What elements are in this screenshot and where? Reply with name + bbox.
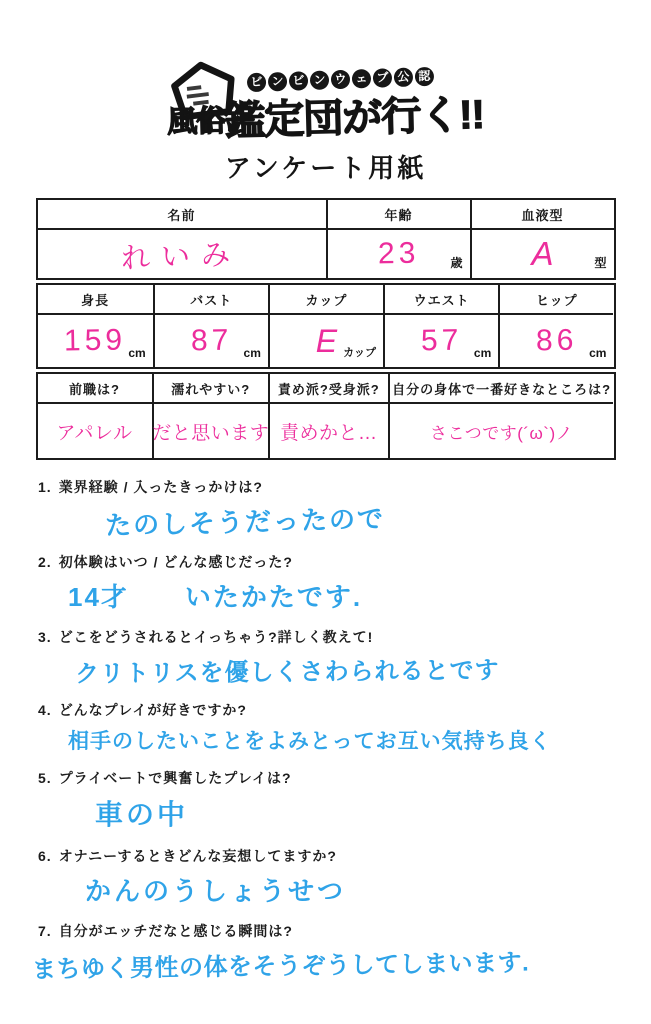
badge-character: ェ (352, 69, 372, 89)
hip-value-cell (498, 315, 613, 367)
badge-character: ビ (289, 71, 309, 91)
cup-value: E (315, 322, 338, 359)
question-label: 4. どんなプレイが好きですか? (38, 702, 247, 718)
question-answer: 相手のしたいことをよみとってお互い気持ち良く (68, 730, 552, 753)
question-block-7 (31, 921, 623, 984)
attacker-receiver-value-cell (268, 404, 388, 458)
header (0, 0, 651, 185)
favorite-body-part-value: さこつです(´ω`)ノ (430, 423, 574, 443)
badge-character: ブ (373, 68, 393, 88)
logo-prefix: 風俗 (166, 104, 226, 140)
questions-section (0, 460, 651, 984)
height-value: 159 (63, 323, 127, 358)
name-value: れいみ (121, 238, 243, 275)
cup-label: カップ (268, 285, 383, 315)
attacker-receiver-value: 責めかと… (280, 422, 378, 444)
question-block-4 (38, 700, 623, 755)
cup-value-cell (268, 315, 383, 367)
hip-label: ヒップ (498, 285, 613, 315)
attacker-receiver-label: 責め派?受身派? (268, 374, 388, 404)
name-label: 名前 (38, 200, 326, 230)
question-block-3 (38, 627, 623, 687)
question-answer: 14才 いたかたです. (68, 582, 363, 612)
question-label: 2. 初体験はいつ / どんな感じだった? (38, 554, 293, 570)
badge-character: ン (310, 70, 330, 90)
cup-unit: カップ (343, 347, 377, 359)
bust-value: 87 (190, 323, 233, 358)
age-label: 年齢 (326, 200, 470, 230)
question-answer: かんのうしょうせつ (85, 876, 347, 906)
favorite-body-part-value-cell (388, 404, 614, 458)
previous-job-value-cell (38, 404, 152, 458)
badge-character: 認 (415, 67, 435, 87)
bust-label: バスト (153, 285, 268, 315)
wet-easily-value-cell (152, 404, 268, 458)
waist-unit: cm (473, 346, 492, 360)
badge-character: ビ (247, 73, 267, 93)
wet-easily-label: 濡れやすい? (152, 374, 268, 404)
age-value: 23 (377, 236, 420, 271)
question-label: 7. 自分がエッチだなと感じる瞬間は? (38, 923, 293, 939)
logo-title (0, 78, 651, 152)
badge-character: ン (268, 72, 288, 92)
name-value-cell (38, 230, 326, 278)
question-block-1 (38, 477, 623, 539)
waist-value-cell (383, 315, 498, 367)
question-answer: まちゆく男性の体をそうぞうしてしまいます. (31, 949, 530, 984)
question-label: 3. どこをどうされるとイっちゃう?詳しく教えて! (38, 629, 374, 645)
blood-type-value: A (531, 235, 554, 272)
logo-main-text: 鑑定団が行く!! (224, 92, 485, 144)
badge-character: 公 (394, 67, 414, 87)
height-unit: cm (128, 346, 146, 360)
previous-job-label: 前職は? (38, 374, 152, 404)
favorite-body-part-label: 自分の身体で一番好きなところは? (388, 374, 614, 404)
question-label: 6. オナニーするときどんな妄想してますか? (38, 848, 337, 864)
bust-unit: cm (243, 346, 261, 360)
measurements-table (36, 283, 616, 369)
badge-character: ウ (331, 70, 351, 90)
height-value-cell (38, 315, 153, 367)
question-answer: クリトリスを優しくさわられるとです (74, 657, 500, 688)
question-block-5 (38, 768, 623, 833)
previous-job-value: アパレル (56, 422, 133, 444)
question-label: 1. 業界経験 / 入ったきっかけは? (38, 479, 263, 495)
sheet-title: アンケート用紙 (224, 153, 427, 183)
question-block-2 (38, 552, 623, 614)
hip-value: 86 (535, 323, 578, 358)
extra-table (36, 372, 616, 460)
bust-value-cell (153, 315, 268, 367)
question-block-6 (38, 846, 623, 908)
age-unit: 歳 (450, 256, 463, 270)
blood-type-label: 血液型 (470, 200, 614, 230)
waist-value: 57 (420, 323, 463, 358)
blood-value-cell (470, 230, 614, 278)
question-label: 5. プライベートで興奮したプレイは? (38, 770, 292, 786)
age-value-cell (326, 230, 470, 278)
question-answer: たのしそうだったので (104, 503, 386, 541)
question-answer: 車の中 (95, 799, 189, 830)
identity-table (36, 198, 616, 280)
hip-unit: cm (589, 346, 607, 360)
height-label: 身長 (38, 285, 153, 315)
waist-label: ウエスト (383, 285, 498, 315)
wet-easily-value: だと思います (152, 422, 270, 444)
blood-type-unit: 型 (594, 256, 607, 270)
